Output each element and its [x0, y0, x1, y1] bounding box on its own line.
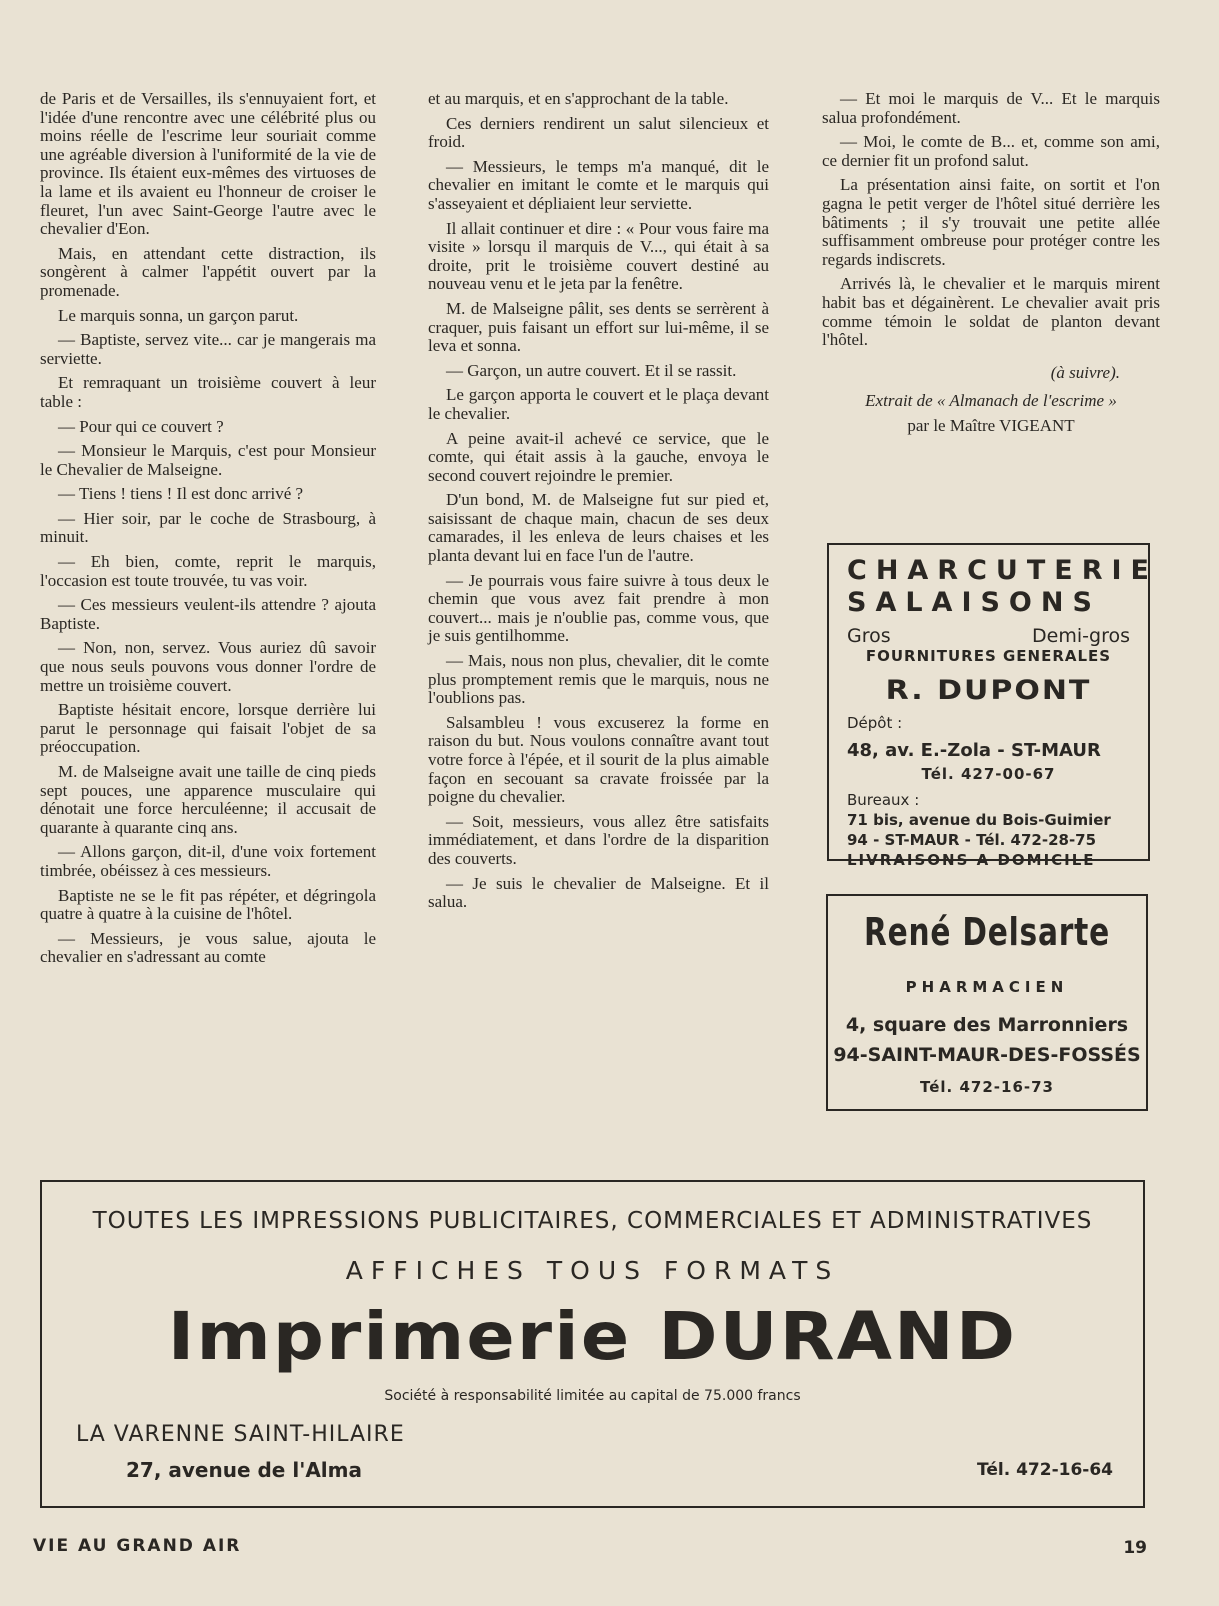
paragraph: La présentation ainsi faite, on sortit et l'on gagna le petit verger de l'hôtel situé derrière les bâtiments ; il s'y trouvait une petite allée suffisamment ombreuse pour protéger contre les regards indiscrets.: [822, 175, 1160, 269]
ad-bureaux-label: Bureaux :: [847, 791, 920, 809]
paragraph: — Non, non, servez. Vous auriez dû savoir que nous seuls pouvons vous donner l'ordre de mettre un troisième couvert.: [40, 638, 376, 695]
paragraph: — Baptiste, servez vite... car je mangerais ma serviette.: [40, 330, 376, 368]
ad-bureaux-address: 71 bis, avenue du Bois-Guimier: [847, 811, 1111, 829]
paragraph: et au marquis, et en s'approchant de la table.: [428, 89, 729, 108]
ad-imprimerie-line1: TOUTES LES IMPRESSIONS PUBLICITAIRES, COMMERCIALES ET ADMINISTRATIVES: [92, 1208, 1093, 1234]
ad-pharmacie-tel: Tél. 472-16-73: [920, 1078, 1054, 1096]
paragraph: — Tiens ! tiens ! Il est donc arrivé ?: [58, 484, 304, 504]
ad-imprimerie-street: 27, avenue de l'Alma: [126, 1458, 362, 1482]
paragraph: A peine avait-il achevé ce service, que le comte, qui était assis à la gauche, envoya le second couvert rejoindre le premier.: [428, 428, 769, 485]
paragraph: Mais, en attendant cette distraction, ils songèrent à calmer l'appétit ouvert par la promenade.: [40, 243, 376, 300]
paragraph: Baptiste ne se le fit pas répéter, et dégringola quatre à quatre à la cuisine de l'hôtel.: [40, 885, 376, 924]
paragraph: — Je pourrais vous faire suivre à tous deux le chemin que vous avez fait prendre à mon couvert... mais je n'oublie pas, comme vous, que je suis gentilhomme.: [428, 570, 769, 646]
ad-pharmacie: [826, 894, 1148, 1111]
ad-demi-gros: Demi-gros: [1032, 625, 1130, 647]
paragraph: — Eh bien, comte, reprit le marquis, l'occasion est toute trouvée, tu vas voir.: [40, 552, 376, 590]
ad-depot-label: Dépôt :: [847, 714, 903, 732]
paragraph: Baptiste hésitait encore, lorsque derrière lui parut le personnage qui faisait l'objet de sa préoccupation.: [40, 700, 376, 757]
ad-imprimerie-societe: Société à responsabilité limitée au capital de 75.000 francs: [384, 1388, 801, 1404]
ad-charcuterie-name: R. DUPONT: [885, 674, 1092, 707]
article-column-3: [822, 90, 1160, 442]
paragraph: — Allons garçon, dit-il, d'une voix fortement timbrée, obéissez à ces messieurs.: [40, 842, 376, 880]
ad-charcuterie-gros-row: [847, 625, 1130, 647]
paragraph: Le marquis sonna, un garçon parut.: [58, 305, 299, 325]
article-column-1: [40, 90, 376, 973]
paragraph: Il allait continuer et dire : « Pour vous faire ma visite » lorsqu il marquis de V..., qui était à sa droite, prit le troisième couvert destiné au nouveau venu et le jeta par la fenêtre.: [428, 218, 769, 294]
ad-pharmacie-name: René Delsarte: [864, 910, 1110, 954]
ad-livraisons: LIVRAISONS A DOMICILE: [847, 851, 1096, 869]
paragraph: — Messieurs, le temps m'a manqué, dit le chevalier en imitant le comte et le marquis qui s'asseyaient et dépliaient leur serviette.: [428, 156, 769, 213]
ad-depot-tel: Tél. 427-00-67: [921, 765, 1056, 783]
paragraph: — Soit, messieurs, vous allez être satisfaits immédiatement, et dans l'ordre de la disparition des couverts.: [428, 811, 769, 868]
paragraph: Ces derniers rendirent un salut silencieux et froid.: [428, 113, 769, 152]
source-author: par le Maître VIGEANT: [907, 415, 1075, 435]
paragraph: — Et moi le marquis de V... Et le marquis salua profondément.: [822, 89, 1160, 127]
source-credit: [822, 392, 1160, 411]
ad-bureaux-city-tel: 94 - ST-MAUR - Tél. 472-28-75: [847, 831, 1097, 849]
paragraph: M. de Malseigne pâlit, ses dents se serrèrent à craquer, puis faisant un effort sur lui-même, il se leva et sonna.: [428, 298, 769, 356]
source-title: Extrait de « Almanach de l'escrime »: [865, 391, 1117, 411]
paragraph: — Garçon, un autre couvert. Et il se rassit.: [446, 360, 737, 380]
paragraph: — Monsieur le Marquis, c'est pour Monsieur le Chevalier de Malseigne.: [40, 441, 376, 479]
paragraph: Salsambleu ! vous excuserez la forme en raison du but. Nous voulons connaître avant tout votre force à l'épée, et il sourit de la plus aimable façon en secouant sa cravate froissée par la poigne du chevalier.: [428, 712, 769, 807]
page-number: 19: [1123, 1538, 1147, 1558]
paragraph: — Mais, nous non plus, chevalier, dit le comte plus promptement remis que le marquis, nous ne l'oublions pas.: [428, 651, 769, 708]
paragraph: — Hier soir, par le coche de Strasbourg, à minuit.: [40, 508, 376, 547]
ad-imprimerie-name: Imprimerie DURAND: [167, 1298, 1018, 1375]
ad-depot-address: 48, av. E.-Zola - ST-MAUR: [847, 740, 1101, 761]
ad-pharmacie-address2: 94-SAINT-MAUR-DES-FOSSÉS: [833, 1044, 1141, 1066]
ad-imprimerie: [40, 1180, 1145, 1508]
ad-imprimerie-line2: AFFICHES TOUS FORMATS: [345, 1256, 840, 1285]
paragraph: M. de Malseigne avait une taille de cinq pieds sept pouces, une apparence musculaire qui dénotait une force herculéenne; il accusait de quarante à quarante cinq ans.: [40, 762, 376, 837]
ad-pharmacie-address1: 4, square des Marronniers: [845, 1014, 1129, 1036]
ad-imprimerie-tel: Tél. 472-16-64: [977, 1460, 1113, 1480]
paragraph: — Messieurs, je vous salue, ajouta le chevalier en s'adressant au comte: [40, 928, 376, 967]
paragraph: — Ces messieurs veulent-ils attendre ? ajouta Baptiste.: [40, 595, 376, 633]
ad-gros: Gros: [847, 625, 891, 647]
paragraph: D'un bond, M. de Malseigne fut sur pied et, saisissant de chaque main, chacun de ses deux camarades, il les enleva de leurs chaises et les planta devant lui en face l'un de l'autre.: [428, 490, 769, 566]
ad-charcuterie-line1: CHARCUTERIE: [847, 555, 1158, 586]
paragraph: de Paris et de Versailles, ils s'ennuyaient fort, et l'idée d'une rencontre avec une célébrité plus ou moins réelle de l'escrime leur souriait comme une agréable diversion à l'uniformité de la vie de province. Ils étaient eux-mêmes des virtuoses de la lame et ils avaient eu l'honneur de croiser le fleuret, l'un avec Saint-George l'autre avec le chevalier d'Eon.: [40, 89, 376, 239]
ad-pharmacie-title: PHARMACIEN: [905, 978, 1069, 996]
paragraph: — Pour qui ce couvert ?: [58, 416, 224, 436]
paragraph: — Moi, le comte de B... et, comme son ami, ce dernier fit un profond salut.: [822, 132, 1160, 170]
magazine-name: VIE AU GRAND AIR: [33, 1536, 242, 1556]
paragraph: Arrivés là, le chevalier et le marquis mirent habit bas et dégainèrent. Le chevalier avait pris comme témoin le soldat de planton devant l'hôtel.: [822, 274, 1160, 350]
paragraph: — Je suis le chevalier de Malseigne. Et il salua.: [428, 873, 769, 912]
ad-charcuterie-line2: SALAISONS: [847, 587, 1101, 618]
ad-charcuterie: [827, 543, 1158, 869]
to-be-continued: (à suivre).: [1050, 362, 1120, 382]
article-column-2: [428, 90, 769, 918]
ad-imprimerie-city: LA VARENNE SAINT-HILAIRE: [76, 1422, 405, 1447]
paragraph: Le garçon apporta le couvert et le plaça devant le chevalier.: [428, 385, 769, 423]
ad-fournitures: FOURNITURES GENERALES: [865, 647, 1112, 665]
paragraph: Et remraquant un troisième couvert à leur table :: [40, 373, 376, 411]
